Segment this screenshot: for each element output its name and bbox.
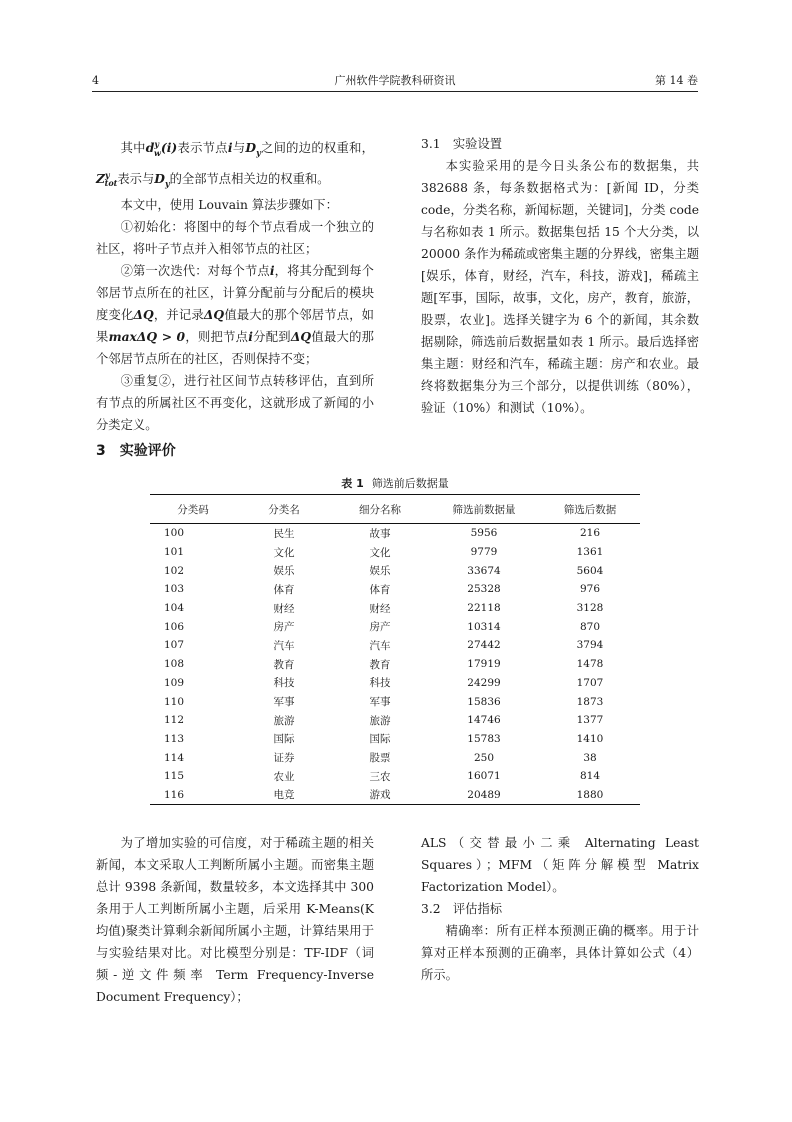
table-label: 表 1 xyxy=(341,477,364,490)
table-row: 116 电竞 游戏 20489 1880 xyxy=(150,786,640,805)
col-header: 细分名称 xyxy=(359,503,401,516)
paragraph-models-cont: ALS（交替最小二乘 Alternating Least Squares）；MFM（矩阵分解模型 Matrix Factorization Model）。 xyxy=(421,836,699,894)
col-header: 筛选前数据量 xyxy=(452,503,516,516)
table-row: 107 汽车 汽车 27442 3794 xyxy=(164,639,604,652)
table-row: 106 房产 房产 10314 870 xyxy=(164,620,601,634)
table-row: 100 民生 故事 5956 216 xyxy=(164,527,601,540)
running-header xyxy=(92,74,698,92)
right-column-top xyxy=(421,133,699,419)
journal-title: 广州软件学院教科研资讯 xyxy=(334,74,456,87)
table-header-row xyxy=(150,495,640,524)
header-rule xyxy=(92,91,698,92)
table-row: 113 国际 国际 15783 1410 xyxy=(164,732,604,746)
table-row: 104 财经 财经 22118 3128 xyxy=(164,602,604,615)
paragraph-experiment-setup: 本实验采用的是今日头条公布的数据集，共 382688 条，每条数据格式为：[新闻 ID，分类 code，分类名称，新闻标题，关键词]，分类 code 与名称如表 1 所示。数据集包括 15 个大分类，以 20000 条作为稀疏或密集主题的分界线，密集主题[娱乐，体育，财经，汽车，科技，游戏]，稀疏主题[军事，国际，故事，文化，房产，教育，旅游，股票，农业]。选择关键字为 6 个的新闻，其余数据剔除，筛选前后数据量如表 1 所示。最后选择密集主题：财经和汽车，稀疏主题：房产和农业。最终将数据集分为三个部分，以提供训练（80%），验证（10%）和测试（10%）。 xyxy=(421,159,699,415)
table-row: 109 科技 科技 24299 1707 xyxy=(164,676,604,690)
page-number: 4 xyxy=(92,74,99,87)
subsection-heading-3-2: 3.2 评估指标 xyxy=(421,902,503,916)
paragraph-step-2: ②第一次迭代：对每个节点i，将其分配到每个邻居节点所在的社区，计算分配前与分配后的模块度变化ΔQ，并记录ΔQ值最大的那个邻居节点，如果maxΔQ > 0，则把节点i分配到ΔQ值最大的那个邻居节点所在的社区，否则保持不变； xyxy=(96,263,374,367)
paragraph-louvain-intro: 本文中，使用 Louvain 算法步骤如下： xyxy=(120,198,338,213)
table-row: 110 军事 军事 15836 1873 xyxy=(164,695,604,709)
paragraph-step-1: ①初始化：将图中的每个节点看成一个独立的社区，将叶子节点并入相邻节点的社区； xyxy=(96,220,374,257)
table-row: 101 文化 文化 9779 1361 xyxy=(164,546,604,559)
paragraph-evaluation-method: 为了增加实验的可信度，对于稀疏主题的相关新闻，本文采取人工判断所属小主题。而密集主题总计 9398 条新闻，数量较多，本文选择其中 300 条用于人工判断所属小主题，后采用 K-Means(K 均值)聚类计算剩余新闻所属小主题，计算结果用于与实验结果对比。对比模型分别是：TF-IDF（词频-逆文件频率 Term Frequency-Inverse Document Frequency）； xyxy=(96,836,374,1004)
table-row: 102 娱乐 娱乐 33674 5604 xyxy=(164,564,604,578)
col-header: 分类名 xyxy=(268,503,300,516)
right-column-bottom xyxy=(421,832,699,986)
table-row: 108 教育 教育 17919 1478 xyxy=(164,658,604,671)
subsection-heading-3-1: 3.1 实验设置 xyxy=(421,137,503,151)
table-title: 筛选前后数据量 xyxy=(371,477,449,490)
col-header: 筛选后数据 xyxy=(563,503,617,516)
paragraph-precision: 精确率：所有正样本预测正确的概率。用于计算对正样本预测的正确率，具体计算如公式（4）所示。 xyxy=(421,924,699,982)
table-row: 112 旅游 旅游 14746 1377 xyxy=(164,714,604,727)
math-d-w-y-i: $d^y_w(i)$ xyxy=(145,139,178,158)
data-table xyxy=(150,494,640,805)
left-column-bottom xyxy=(96,832,374,1008)
paragraph-weights: 其中$d^y_w(i)$表示节点i与$D_y$之间的边的权重和，$Z^y_{tot}$表示与$D_y$的全部节点相关边的权重和。 xyxy=(96,139,374,189)
col-header: 分类码 xyxy=(177,503,209,516)
table-caption xyxy=(150,476,640,492)
table-row: 114 证券 股票 250 38 xyxy=(164,751,597,765)
table-row: 115 农业 三农 16071 814 xyxy=(164,770,601,783)
section-heading-3: 3 实验评价 xyxy=(96,443,176,459)
table-row: 103 体育 体育 25328 976 xyxy=(164,583,601,596)
left-column-top xyxy=(96,133,374,436)
paragraph-step-3: ③重复②，进行社区间节点转移评估，直到所有节点的所属社区不再变化，这就形成了新闻的小分类定义。 xyxy=(96,374,374,433)
volume-label: 第 14 卷 xyxy=(655,74,698,87)
